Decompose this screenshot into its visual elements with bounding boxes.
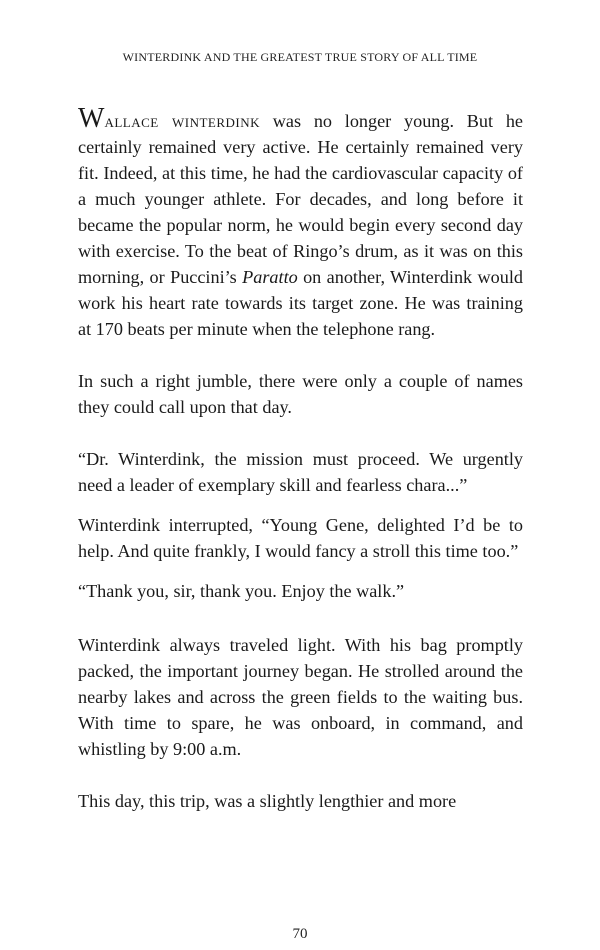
paragraph-6: Winterdink always traveled light. With his bag promptly packed, the important journey began. He strolled around the nearby lakes and across the green fields to the waiting bus. With time to spare, he was onboard, in command, and whistling by 9:00 a.m. [78, 635, 523, 759]
small-caps-name: allace winterdink [104, 111, 261, 131]
paragraph-1 [78, 103, 523, 342]
paragraph-7: This day, this trip, was a slightly lengthier and more [78, 791, 457, 811]
drop-cap: W [78, 103, 105, 134]
paragraph-3: “Dr. Winterdink, the mission must proceed. We urgently need a leader of exemplary skill and fearless chara...” [78, 449, 523, 495]
page-number: 70 [292, 926, 308, 942]
paragraph-4: Winterdink interrupted, “Young Gene, delighted I’d be to help. And quite frankly, I would fancy a stroll this time too.” [78, 515, 523, 561]
body-text [78, 103, 523, 814]
paragraph-1-text-a: was no longer young. But he certainly remained very active. He certainly remained very fit. Indeed, at this time, he had the cardiovascular capacity of a much younger athlete. For decades, and long before it became the popular norm, he would begin every second day with exercise. To the beat of Ringo’s drum, as it was on this morning, or Puccini’s [78, 111, 523, 287]
paragraph-1-text-b: on another, Winterdink would work his heart rate towards its target zone. He was training at 170 beats per minute when the telephone rang. [78, 267, 523, 339]
italic-title: Paratto [242, 267, 298, 287]
paragraph-5: “Thank you, sir, thank you. Enjoy the walk.” [78, 581, 405, 601]
running-header: WINTERDINK AND THE GREATEST TRUE STORY OF ALL TIME [122, 50, 478, 64]
paragraph-2: In such a right jumble, there were only a couple of names they could call upon that day. [78, 371, 523, 417]
